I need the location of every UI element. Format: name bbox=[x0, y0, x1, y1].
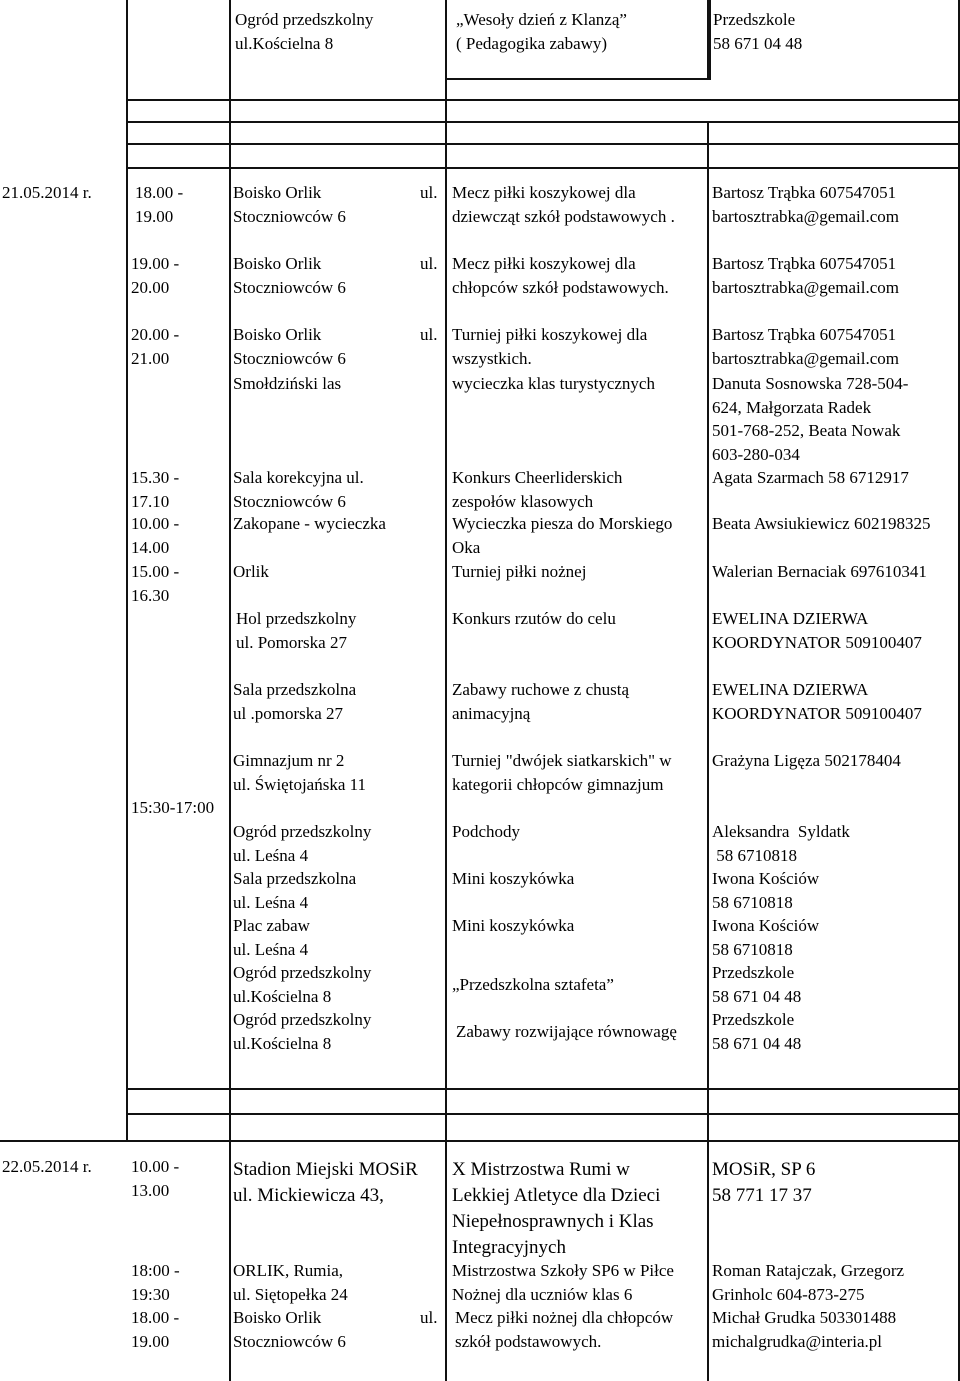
r14-contact bbox=[712, 914, 819, 961]
cell-line: dziewcząt szkół podstawowych . bbox=[452, 206, 675, 226]
cell-line: 501-768-252, Beata Nowak bbox=[712, 421, 901, 440]
cell-line: Niepełnosprawnych i Klas bbox=[452, 1211, 654, 1232]
cell-line: ( Pedagogika zabawy) bbox=[456, 33, 608, 53]
cell-line: Sala przedszkolna bbox=[233, 869, 357, 888]
r3-place bbox=[233, 252, 346, 299]
cell-line: ORLIK, Rumia, bbox=[233, 1261, 344, 1280]
cell-line: zespołów klasowych bbox=[452, 491, 594, 511]
cell-line: wszystkich. bbox=[452, 348, 532, 368]
cell-line: Konkurs rzutów do celu bbox=[452, 609, 616, 628]
cell-line: Sala korekcyjna ul. bbox=[233, 468, 364, 487]
r6-place bbox=[233, 466, 364, 513]
table-border bbox=[229, 0, 231, 1381]
table-border bbox=[445, 0, 447, 1381]
table-border bbox=[126, 143, 960, 145]
cell-line: Smołdziński las bbox=[233, 374, 342, 393]
table-border bbox=[126, 0, 128, 1140]
cell-line: 21.00 bbox=[131, 348, 170, 368]
r17-contact bbox=[712, 1157, 815, 1209]
r8-place bbox=[233, 560, 269, 584]
cell-line: Stoczniowców 6 bbox=[233, 491, 346, 511]
r4-ul bbox=[420, 323, 437, 347]
r2-contact bbox=[712, 181, 899, 228]
table-border bbox=[126, 167, 960, 169]
r4-contact bbox=[712, 323, 899, 370]
cell-line: Orlik bbox=[233, 562, 269, 581]
r9-place bbox=[236, 607, 356, 654]
cell-line: „Wesoły dzień z Klanzą” bbox=[456, 10, 627, 29]
cell-line: Iwona Kościów bbox=[712, 916, 820, 935]
cell-line: Zakopane - wycieczka bbox=[233, 514, 386, 533]
cell-line: Grinholc 604-873-275 bbox=[712, 1284, 865, 1304]
cell-line: 15:30-17:00 bbox=[131, 798, 215, 817]
r9-contact bbox=[712, 607, 922, 654]
cell-line: ul.Kościelna 8 bbox=[233, 986, 332, 1006]
cell-line: Agata Szarmach 58 6712917 bbox=[712, 468, 909, 487]
r3-ul bbox=[420, 252, 437, 276]
r8-event bbox=[452, 560, 586, 584]
r17-place bbox=[233, 1157, 418, 1209]
cell-line: chłopców szkół podstawowych. bbox=[452, 277, 669, 297]
cell-line: ul.Kościelna 8 bbox=[235, 33, 334, 53]
cell-line: X Mistrzostwa Rumi w bbox=[452, 1159, 630, 1180]
cell-line: Stoczniowców 6 bbox=[233, 1331, 346, 1351]
cell-line: Ogród przedszkolny bbox=[233, 1010, 372, 1029]
r19-place bbox=[233, 1306, 346, 1353]
cell-line: 15.00 - bbox=[131, 562, 180, 581]
cell-line: Stoczniowców 6 bbox=[233, 348, 346, 368]
cell-line: Walerian Bernaciak 697610341 bbox=[712, 562, 927, 581]
cell-line: Sala przedszkolna bbox=[233, 680, 357, 699]
r1-place bbox=[235, 8, 373, 55]
cell-line: animacyjną bbox=[452, 703, 531, 723]
cell-line: Michał Grudka 503301488 bbox=[712, 1308, 897, 1327]
r18-event bbox=[452, 1259, 674, 1306]
r7-place bbox=[233, 512, 386, 536]
cell-line: Gimnazjum nr 2 bbox=[233, 751, 345, 770]
cell-line: Beata Awsiukiewicz 602198325 bbox=[712, 514, 931, 533]
cell-line: Bartosz Trąbka 607547051 bbox=[712, 325, 897, 344]
r19-time bbox=[131, 1306, 179, 1353]
cell-line: 19:30 bbox=[131, 1284, 170, 1304]
r12-contact bbox=[712, 820, 850, 867]
cell-line: Przedszkole bbox=[713, 10, 796, 29]
cell-line: Boisko Orlik bbox=[233, 1308, 322, 1327]
cell-line: 58 671 04 48 bbox=[713, 33, 803, 53]
r15-contact bbox=[712, 961, 801, 1008]
cell-line: Zabawy ruchowe z chustą bbox=[452, 680, 630, 699]
cell-line: 58 6710818 bbox=[712, 892, 793, 912]
cell-line: Wycieczka piesza do Morskiego bbox=[452, 514, 673, 533]
cell-line: Nożnej dla uczniów klas 6 bbox=[452, 1284, 633, 1304]
r9-event bbox=[452, 607, 616, 631]
cell-line: 58 671 04 48 bbox=[712, 1033, 802, 1053]
r15-place bbox=[233, 961, 371, 1008]
cell-line: KOORDYNATOR 509100407 bbox=[712, 703, 922, 723]
r5-place bbox=[233, 372, 341, 396]
r16-place bbox=[233, 1008, 371, 1055]
r6-event bbox=[452, 466, 622, 513]
r8-contact bbox=[712, 560, 927, 584]
cell-line: „Przedszkolna sztafeta” bbox=[452, 975, 614, 994]
r11-place bbox=[233, 749, 366, 796]
cell-line: wycieczka klas turystycznych bbox=[452, 374, 655, 393]
cell-line: szkół podstawowych. bbox=[455, 1331, 602, 1351]
cell-line: 19.00 - bbox=[131, 254, 180, 273]
r3-contact bbox=[712, 252, 899, 299]
r3-event bbox=[452, 252, 669, 299]
cell-line: Mistrzostwa Szkoły SP6 w Piłce bbox=[452, 1261, 674, 1280]
r13-event bbox=[452, 867, 574, 891]
cell-line: 22.05.2014 r. bbox=[2, 1157, 92, 1176]
r5-contact bbox=[712, 372, 908, 466]
r5-event bbox=[452, 372, 655, 396]
cell-line: Danuta Sosnowska 728-504- bbox=[712, 374, 909, 393]
cell-line: Ogród przedszkolny bbox=[233, 822, 372, 841]
cell-line: Turniej piłki nożnej bbox=[452, 562, 587, 581]
r2-event bbox=[452, 181, 675, 228]
cell-line: 18.00 - bbox=[135, 183, 184, 202]
r17-time bbox=[131, 1155, 179, 1202]
cell-line: 603-280-034 bbox=[712, 444, 800, 464]
cell-line: Grażyna Ligęza 502178404 bbox=[712, 751, 901, 770]
cell-line: ul. Siętopełka 24 bbox=[233, 1284, 348, 1304]
r6-time bbox=[131, 466, 179, 513]
cell-line: Stoczniowców 6 bbox=[233, 206, 346, 226]
cell-line: 58 6710818 bbox=[712, 845, 797, 865]
cell-line: Integracyjnych bbox=[452, 1237, 566, 1258]
cell-line: Mecz piłki nożnej dla chłopców bbox=[455, 1308, 674, 1327]
table-border bbox=[126, 121, 960, 123]
cell-line: ul. Leśna 4 bbox=[233, 892, 309, 912]
r6-contact bbox=[712, 466, 909, 490]
r12-event bbox=[452, 820, 520, 844]
r4-time bbox=[131, 323, 179, 370]
cell-line: Roman Ratajczak, Grzegorz bbox=[712, 1261, 905, 1280]
r12-place bbox=[233, 820, 371, 867]
cell-line: Aleksandra Syldatk bbox=[712, 822, 850, 841]
cell-line: 10.00 - bbox=[131, 514, 180, 533]
r1-event bbox=[456, 8, 627, 55]
cell-line: ul. Świętojańska 11 bbox=[233, 774, 366, 794]
r15-event bbox=[452, 973, 614, 997]
cell-line: 19.00 bbox=[131, 1331, 170, 1351]
cell-line: 10.00 - bbox=[131, 1157, 180, 1176]
cell-line: Turniej "dwójek siatkarskich" w bbox=[452, 751, 672, 770]
cell-line: Plac zabaw bbox=[233, 916, 310, 935]
cell-line: bartosztrabka@gemail.com bbox=[712, 277, 899, 297]
r7-event bbox=[452, 512, 672, 559]
cell-line: ul. bbox=[420, 325, 438, 344]
cell-line: Stadion Miejski MOSiR bbox=[233, 1159, 418, 1180]
cell-line: ul. Mickiewicza 43, bbox=[233, 1185, 384, 1206]
cell-line: Boisko Orlik bbox=[233, 325, 322, 344]
cell-line: Mecz piłki koszykowej dla bbox=[452, 183, 636, 202]
table-border bbox=[445, 78, 709, 80]
cell-line: Turniej piłki koszykowej dla bbox=[452, 325, 648, 344]
cell-line: 17.10 bbox=[131, 491, 170, 511]
r16-event bbox=[456, 1020, 677, 1044]
cell-line: Przedszkole bbox=[712, 963, 795, 982]
r19-contact bbox=[712, 1306, 896, 1353]
cell-line: Iwona Kościów bbox=[712, 869, 820, 888]
cell-line: 14.00 bbox=[131, 537, 170, 557]
cell-line: Lekkiej Atletyce dla Dzieci bbox=[452, 1185, 661, 1206]
cell-line: Boisko Orlik bbox=[233, 254, 322, 273]
cell-line: KOORDYNATOR 509100407 bbox=[712, 632, 922, 652]
cell-line: Hol przedszkolny bbox=[236, 609, 357, 628]
cell-line: Mini koszykówka bbox=[452, 869, 575, 888]
r11-contact bbox=[712, 749, 901, 773]
r7-time bbox=[131, 512, 179, 559]
r17-date bbox=[2, 1155, 92, 1179]
table-border bbox=[707, 122, 709, 1381]
cell-line: 15.30 - bbox=[131, 468, 180, 487]
r19-ul bbox=[420, 1306, 437, 1330]
cell-line: 18.00 - bbox=[131, 1308, 180, 1327]
cell-line: Stoczniowców 6 bbox=[233, 277, 346, 297]
cell-line: 58 671 04 48 bbox=[712, 986, 802, 1006]
r18-place bbox=[233, 1259, 348, 1306]
r7-contact bbox=[712, 512, 930, 536]
r14-place bbox=[233, 914, 310, 961]
r2-date bbox=[2, 181, 92, 205]
cell-line: Przedszkole bbox=[712, 1010, 795, 1029]
r11-time bbox=[131, 796, 214, 820]
table-border bbox=[126, 1113, 960, 1115]
r1-contact bbox=[713, 8, 802, 55]
cell-line: michalgrudka@interia.pl bbox=[712, 1331, 883, 1351]
cell-line: Podchody bbox=[452, 822, 520, 841]
cell-line: 18:00 - bbox=[131, 1261, 180, 1280]
cell-line: 13.00 bbox=[131, 1180, 170, 1200]
cell-line: Ogród przedszkolny bbox=[235, 10, 374, 29]
cell-line: ul. Leśna 4 bbox=[233, 845, 309, 865]
r2-ul bbox=[420, 181, 437, 205]
r2-place bbox=[233, 181, 346, 228]
r10-contact bbox=[712, 678, 922, 725]
r2-time bbox=[135, 181, 183, 228]
cell-line: 58 6710818 bbox=[712, 939, 793, 959]
cell-line: ul. bbox=[420, 1308, 438, 1327]
cell-line: 16.30 bbox=[131, 585, 170, 605]
cell-line: 58 771 17 37 bbox=[712, 1185, 812, 1206]
r4-event bbox=[452, 323, 647, 370]
r19-event bbox=[455, 1306, 673, 1353]
r3-time bbox=[131, 252, 179, 299]
cell-line: Mecz piłki koszykowej dla bbox=[452, 254, 636, 273]
r11-event bbox=[452, 749, 672, 796]
r17-event bbox=[452, 1157, 660, 1261]
cell-line: ul. Leśna 4 bbox=[233, 939, 309, 959]
cell-line: Konkurs Cheerliderskich bbox=[452, 468, 623, 487]
table-border bbox=[126, 99, 960, 101]
cell-line: bartosztrabka@gemail.com bbox=[712, 206, 899, 226]
r14-event bbox=[452, 914, 574, 938]
cell-line: 20.00 bbox=[131, 277, 170, 297]
cell-line: kategorii chłopców gimnazjum bbox=[452, 774, 664, 794]
r13-contact bbox=[712, 867, 819, 914]
table-border bbox=[0, 1140, 960, 1142]
cell-line: 19.00 bbox=[135, 206, 174, 226]
cell-line: EWELINA DZIERWA bbox=[712, 680, 869, 699]
cell-line: 20.00 - bbox=[131, 325, 180, 344]
cell-line: ul. Pomorska 27 bbox=[236, 632, 347, 652]
r18-time bbox=[131, 1259, 180, 1306]
r10-place bbox=[233, 678, 356, 725]
cell-line: Zabawy rozwijające równowagę bbox=[456, 1022, 677, 1041]
cell-line: ul.Kościelna 8 bbox=[233, 1033, 332, 1053]
cell-line: Boisko Orlik bbox=[233, 183, 322, 202]
cell-line: MOSiR, SP 6 bbox=[712, 1159, 816, 1180]
r16-contact bbox=[712, 1008, 801, 1055]
cell-line: ul .pomorska 27 bbox=[233, 703, 344, 723]
cell-line: Ogród przedszkolny bbox=[233, 963, 372, 982]
r10-event bbox=[452, 678, 629, 725]
cell-line: bartosztrabka@gemail.com bbox=[712, 348, 899, 368]
r4-place bbox=[233, 323, 346, 370]
r18-contact bbox=[712, 1259, 904, 1306]
cell-line: 21.05.2014 r. bbox=[2, 183, 92, 202]
table-border bbox=[126, 1088, 960, 1090]
cell-line: EWELINA DZIERWA bbox=[712, 609, 869, 628]
table-border bbox=[709, 0, 711, 80]
r13-place bbox=[233, 867, 356, 914]
cell-line: ul. bbox=[420, 254, 438, 273]
r8-time bbox=[131, 560, 179, 607]
cell-line: Bartosz Trąbka 607547051 bbox=[712, 254, 897, 273]
cell-line: ul. bbox=[420, 183, 438, 202]
cell-line: Mini koszykówka bbox=[452, 916, 575, 935]
cell-line: Oka bbox=[452, 537, 481, 557]
cell-line: Bartosz Trąbka 607547051 bbox=[712, 183, 897, 202]
cell-line: 624, Małgorzata Radek bbox=[712, 397, 872, 417]
